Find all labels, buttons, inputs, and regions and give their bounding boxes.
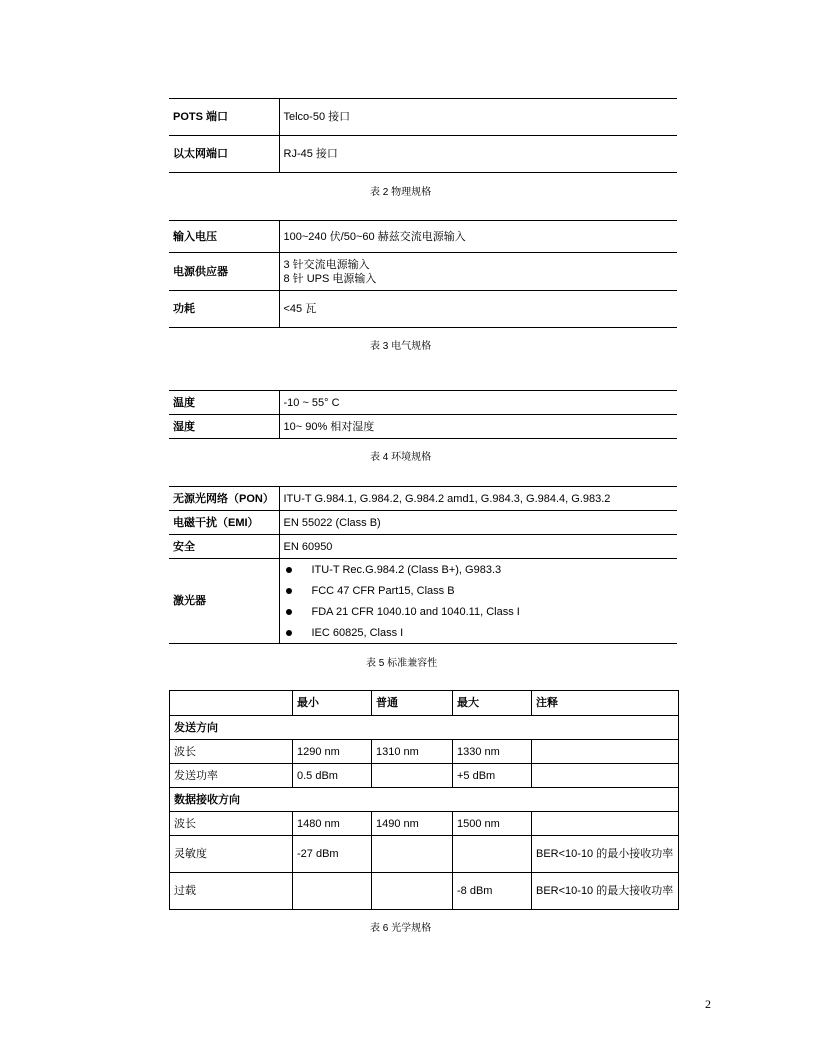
section-title: 发送方向: [170, 716, 679, 740]
table-cell: 波长: [170, 740, 293, 764]
row-value: EN 55022 (Class B): [279, 511, 677, 535]
row-value-line: 8 针 UPS 电源输入: [283, 272, 377, 285]
table-cell: 1500 nm: [453, 812, 532, 836]
column-header: 普通: [372, 691, 453, 716]
table-row: [170, 764, 679, 788]
row-value: 10~ 90% 相对湿度: [279, 415, 677, 439]
table-row: [170, 836, 679, 873]
table-row: [169, 253, 677, 291]
section-row: [170, 716, 679, 740]
bullet-list: [279, 559, 677, 644]
table-row: [169, 415, 677, 439]
table-cell: 1290 nm: [293, 740, 372, 764]
row-key: 电源供应器: [169, 253, 279, 291]
row-key: 电磁干扰（EMI）: [169, 511, 279, 535]
table-row: [169, 559, 677, 644]
table-caption: 表 6 光学规格: [370, 923, 432, 934]
table-cell: 发送功率: [170, 764, 293, 788]
section-title: 数据接收方向: [170, 788, 679, 812]
table-cell: 1330 nm: [453, 740, 532, 764]
table-cell: [532, 740, 679, 764]
column-header: 注释: [532, 691, 679, 716]
row-key: 以太网端口: [169, 136, 279, 173]
bullet-icon: [286, 588, 292, 594]
row-key: 安全: [169, 535, 279, 559]
table-row: [169, 487, 677, 511]
table-cell: [372, 836, 453, 873]
bullet-icon: [286, 567, 292, 573]
table-cell: 1490 nm: [372, 812, 453, 836]
row-key: 温度: [169, 391, 279, 415]
standards-table: [169, 486, 677, 644]
section-row: [170, 788, 679, 812]
row-value: <45 瓦: [279, 291, 677, 328]
electrical-spec-table: [169, 220, 677, 328]
row-key: 功耗: [169, 291, 279, 328]
table-row: [170, 812, 679, 836]
row-value: 100~240 伏/50~60 赫兹交流电源输入: [279, 221, 677, 253]
row-key: 输入电压: [169, 221, 279, 253]
optical-spec-table: [169, 690, 679, 910]
row-value: -10 ~ 55° C: [279, 391, 677, 415]
page-number: 2: [705, 997, 711, 1011]
row-value: [279, 253, 677, 291]
table-cell: BER<10-10 的最小接收功率: [532, 836, 679, 873]
table-cell: 1480 nm: [293, 812, 372, 836]
table-cell: 1310 nm: [372, 740, 453, 764]
table-row: [169, 291, 677, 328]
table-caption: 表 4 环境规格: [370, 452, 432, 463]
column-header: [170, 691, 293, 716]
table-cell: -8 dBm: [453, 873, 532, 910]
table-row: [169, 511, 677, 535]
table-cell: [532, 812, 679, 836]
table-cell: 波长: [170, 812, 293, 836]
bullet-icon: [286, 630, 292, 636]
table-row: [169, 391, 677, 415]
table-row: [170, 873, 679, 910]
table-row: [170, 740, 679, 764]
table-caption: 表 2 物理规格: [370, 187, 432, 198]
table-cell: [453, 836, 532, 873]
table-row: [169, 221, 677, 253]
column-header: 最小: [293, 691, 372, 716]
table-cell: BER<10-10 的最大接收功率: [532, 873, 679, 910]
table-cell: [372, 873, 453, 910]
row-value: EN 60950: [279, 535, 677, 559]
table-row: [169, 99, 677, 136]
table-row: [169, 136, 677, 173]
table-cell: 灵敏度: [170, 836, 293, 873]
table-caption: 表 3 电气规格: [370, 341, 432, 352]
column-header: 最大: [453, 691, 532, 716]
row-value: Telco-50 接口: [279, 99, 677, 136]
table-header-row: [170, 691, 679, 716]
table-caption: 表 5 标准兼容性: [366, 658, 438, 669]
row-key: 无源光网络（PON）: [169, 487, 279, 511]
row-value: ITU-T G.984.1, G.984.2, G.984.2 amd1, G.984.3, G.984.4, G.983.2: [279, 487, 677, 511]
bullet-icon: [286, 609, 292, 615]
table-cell: [532, 764, 679, 788]
table-cell: [372, 764, 453, 788]
table-cell: 0.5 dBm: [293, 764, 372, 788]
table-row: [169, 535, 677, 559]
list-item: ITU-T Rec.G.984.2 (Class B+), G983.3: [284, 559, 674, 580]
table-cell: [293, 873, 372, 910]
list-item: IEC 60825, Class I: [284, 622, 674, 643]
table-cell: 过载: [170, 873, 293, 910]
row-key: POTS 端口: [169, 99, 279, 136]
environment-spec-table: [169, 390, 677, 439]
table-cell: +5 dBm: [453, 764, 532, 788]
physical-spec-table: [169, 98, 677, 173]
row-value-line: 3 针交流电源输入: [283, 258, 370, 271]
row-key: 湿度: [169, 415, 279, 439]
table-cell: -27 dBm: [293, 836, 372, 873]
list-item: FDA 21 CFR 1040.10 and 1040.11, Class I: [284, 601, 674, 622]
row-value: RJ-45 接口: [279, 136, 677, 173]
row-key: 激光器: [169, 559, 279, 644]
list-item: FCC 47 CFR Part15, Class B: [284, 580, 674, 601]
